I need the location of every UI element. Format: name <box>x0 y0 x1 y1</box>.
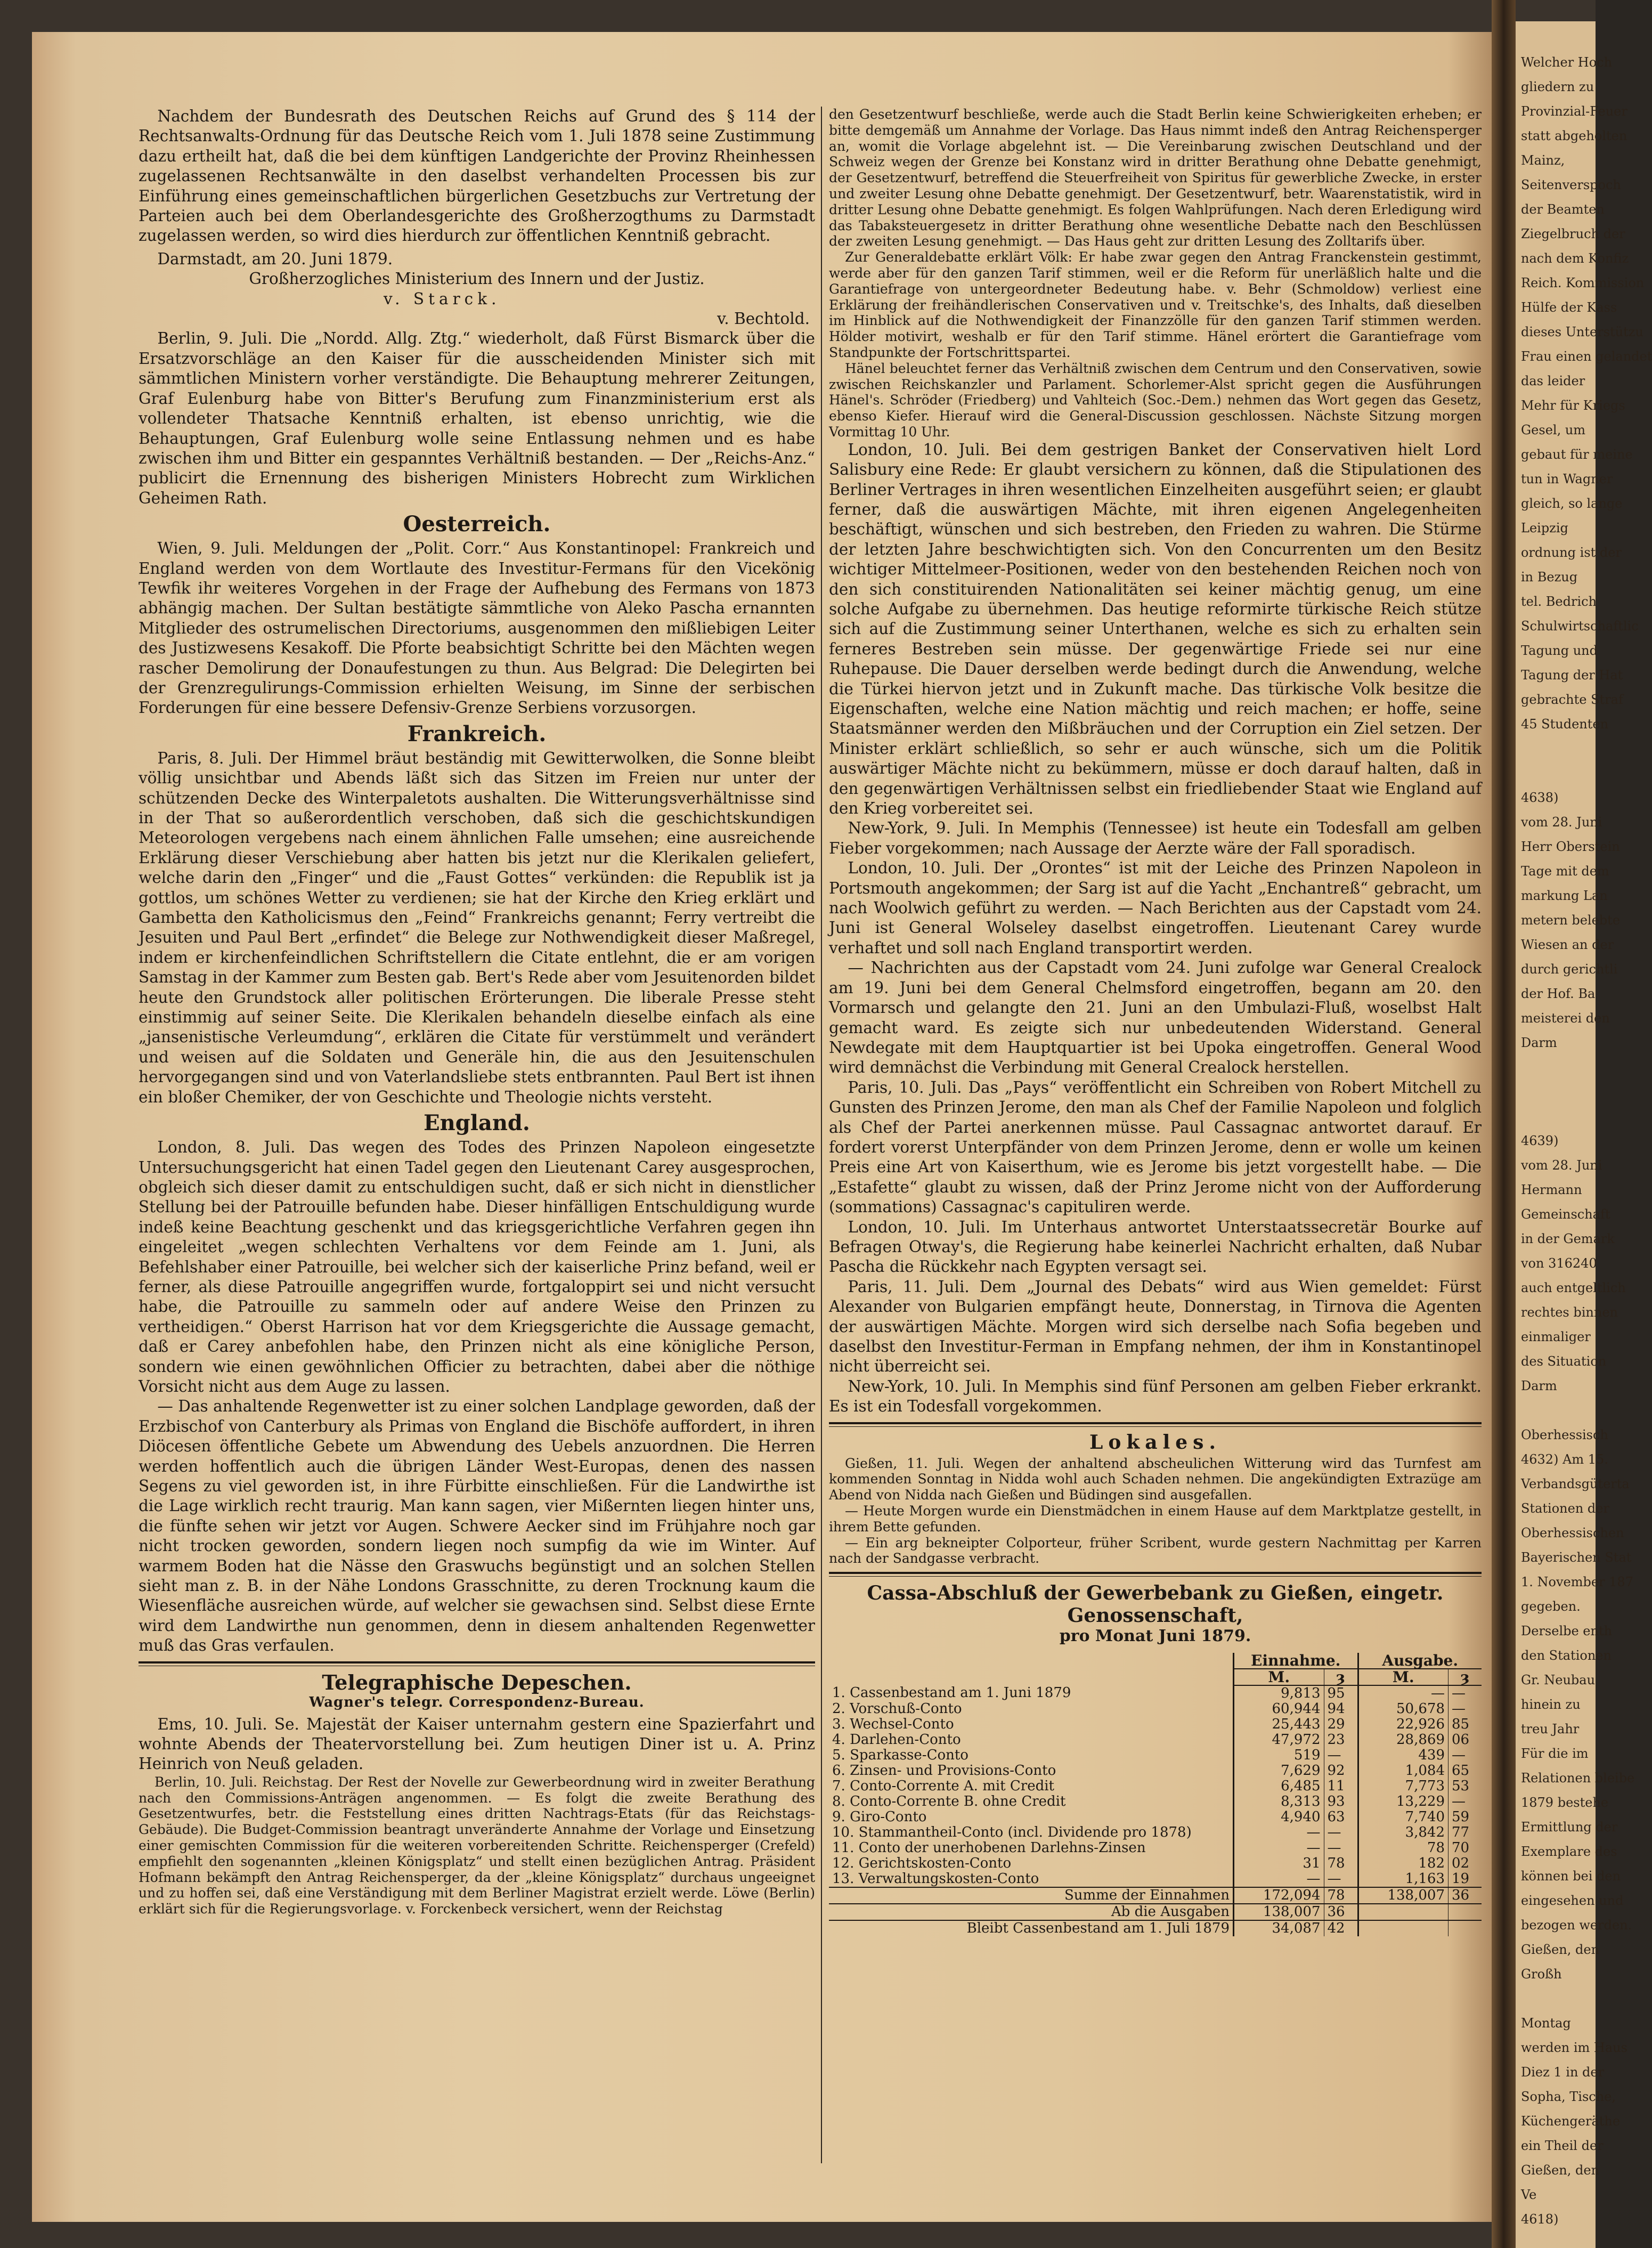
adjacent-page-line: Herr Oberstein <box>1521 839 1620 854</box>
header-pfennig: ȝ <box>1448 1669 1482 1685</box>
section-heading-oesterreich: Oesterreich. <box>403 512 551 537</box>
expense-mark: 1,084 <box>1358 1763 1448 1779</box>
header-ausgabe: Ausgabe. <box>1358 1653 1482 1669</box>
adjacent-page-line: Für die im <box>1521 1746 1589 1761</box>
column-divider <box>821 107 822 2163</box>
adjacent-page-line: Hülfe der Kass <box>1521 300 1617 315</box>
adjacent-page-line: Relationen bleibe <box>1521 1771 1635 1786</box>
table-row <box>829 1825 1482 1840</box>
expense-mark: 22,926 <box>1358 1717 1448 1732</box>
income-pfennig: — <box>1324 1871 1358 1887</box>
adjacent-page-line: Küchengeräthe <box>1521 2114 1621 2129</box>
income-mark: 7,629 <box>1234 1763 1324 1779</box>
adjacent-page-line: werden im Haus <box>1521 2040 1627 2055</box>
income-mark: — <box>1234 1825 1324 1840</box>
table-row <box>829 1871 1482 1887</box>
adjacent-page-line: gebaut für meine <box>1521 447 1633 462</box>
adjacent-page-line: Darm <box>1521 1035 1557 1050</box>
expense-mark: 182 <box>1358 1856 1448 1871</box>
table-row <box>829 1763 1482 1779</box>
income-pfennig: 42 <box>1324 1920 1358 1936</box>
expense-mark: 439 <box>1358 1748 1448 1763</box>
adjacent-page-line: markung Lan <box>1521 888 1608 903</box>
expense-mark: 7,740 <box>1358 1809 1448 1825</box>
adjacent-page-line: Ziegelbruch der <box>1521 226 1625 241</box>
income-pfennig: 63 <box>1324 1809 1358 1825</box>
adjacent-page-line: 1. November 187 <box>1521 1575 1633 1589</box>
adjacent-page-line: Tage mit dem <box>1521 864 1609 879</box>
adjacent-page-line: vom 28. Juni <box>1521 1158 1602 1173</box>
adjacent-page-line: Gießen, den <box>1521 2163 1600 2178</box>
kasse-title: Cassa-Abschluß der Gewerbebank zu Gießen, eingetr. Genossenschaft, <box>867 1582 1444 1627</box>
table-row <box>829 1685 1482 1701</box>
decree-text: Nachdem der Bundesrath des Deutschen Reichs auf Grund des § 114 der Rechtsanwalts-Ordnung für das Deutsche Reich vom 1. Juli 1878 seine Zustimmung dazu ertheilt hat, daß die bei dem künftigen Landgerichte der Provinz Rheinhessen zugelassenen Rechtsanwälte in den daselbst verhandelten Processen bis zur Einführung eines gemeinschaftlichen bürgerlichen Gesetzbuchs zur Vertretung der Parteien auch bei dem Oberlandesgerichte des Großherzogthums zu Darmstadt zugelassen werden, so wird dies hierdurch zur öffentlichen Kenntniß gebracht. <box>139 107 815 245</box>
expense-pfennig: — <box>1448 1701 1482 1717</box>
table-row <box>829 1809 1482 1825</box>
telegrams-heading: Telegraphische Depeschen. <box>322 1670 632 1694</box>
expense-mark: 3,842 <box>1358 1825 1448 1840</box>
table-row <box>829 1794 1482 1809</box>
expense-pfennig: 02 <box>1448 1856 1482 1871</box>
adjacent-page-line: meisterei den <box>1521 1011 1610 1026</box>
expense-mark: 78 <box>1358 1840 1448 1856</box>
expense-mark: 50,678 <box>1358 1701 1448 1717</box>
adjacent-page-line: rechtes binnen <box>1521 1305 1618 1320</box>
adjacent-page-line: Leipzig <box>1521 521 1568 535</box>
income-mark: — <box>1234 1840 1324 1856</box>
adjacent-page-line: nach dem Konfiz <box>1521 251 1629 266</box>
expense-mark: 138,007 <box>1358 1887 1448 1904</box>
adjacent-page-line: statt abgeholten <box>1521 128 1627 143</box>
expense-pfennig: 19 <box>1448 1871 1482 1887</box>
income-mark: 138,007 <box>1234 1904 1324 1920</box>
adjacent-page-line: Mehr für Kriegs <box>1521 398 1625 413</box>
row-label: 7. Conto-Corrente A. mit Credit <box>832 1778 1054 1795</box>
expense-pfennig: — <box>1448 1748 1482 1763</box>
adjacent-page-line: Ve <box>1521 2187 1537 2202</box>
row-label: 3. Wechsel-Conto <box>832 1716 954 1733</box>
income-pfennig: 23 <box>1324 1732 1358 1748</box>
decree-signature-1: v. Starck. <box>384 289 501 308</box>
row-label: 4. Darlehen-Conto <box>832 1732 961 1748</box>
income-mark: 6,485 <box>1234 1779 1324 1794</box>
adjacent-page-line: hinein zu <box>1521 1697 1581 1712</box>
section-heading-england: England. <box>424 1110 530 1136</box>
adjacent-page-line: Bayerischen Stat <box>1521 1550 1632 1565</box>
telegram-london-salisbury: London, 10. Juli. Bei dem gestrigen Banket der Conservativen hielt Lord Salisbury eine Rede: Er glaubt versichern zu können, daß die Stipulationen des Berliner Vertrages in ihren wesentlichen Einzelheiten ausgeführt seien; er glaubt ferner, daß die auswärtigen Mächte, mit ihren eigenen Angelegenheiten beschäftigt, wünschen und sich bestreben, den Frieden zu wahren. Die Stürme der letzten Jahre beschwichtigten sich. Von den Concurrenten um den Besitz wichtiger Mittelmeer-Positionen, weder von den bestehenden Reichen noch von den sich constituirenden Nationalitäten sei keiner mächtig genug, um eine solche Aufgabe zu übernehmen. Das heutige reformirte türkische Reich stütze sich auf die Zustimmung seiner Unterthanen, welche es sich zu erhalten sein ferneres Bestreben sein müsse. Der gegenwärtige Friede sei nur eine Ruhepause. Die Dauer derselben werde bedingt durch die Anwendung, welche die Türkei hiervon jetzt und in Zukunft mache. Das türkische Volk besitze die Eigenschaften, welche eine Nation mächtig und reich machen; er hoffe, seine Staatsmänner werden den Mißbräuchen und der Corruption ein Ziel setzen. Der Minister erklärt schließlich, so sehr er auch wünsche, sich um die Politik auswärtiger Mächte nicht zu bekümmern, müsse er doch darauf halten, daß in den gegenwärtigen Verhältnissen selbst ein friedliebender Staat wie England auf den Krieg vorbereitet sei. <box>829 440 1482 818</box>
cash-statement-body <box>829 1685 1482 1936</box>
adjacent-page-line: gliedern zu <box>1521 79 1594 94</box>
adjacent-page-line: tel. Bedrich <box>1521 594 1597 609</box>
income-mark: 25,443 <box>1234 1717 1324 1732</box>
adjacent-page-line: gleich, so lange <box>1521 496 1623 511</box>
expense-mark: 13,229 <box>1358 1794 1448 1809</box>
row-label: Summe der Einnahmen <box>829 1887 1234 1904</box>
adjacent-page-line: 4638) <box>1521 790 1559 805</box>
section-divider <box>139 1661 815 1666</box>
telegram-newyork-10: New-York, 10. Juli. In Memphis sind fünf Personen am gelben Fieber erkrankt. Es ist ein Todesfall vorgekommen. <box>829 1377 1482 1416</box>
kasse-subtitle: pro Monat Juni 1879. <box>1059 1627 1251 1646</box>
adjacent-page-line: der Hof. Ba <box>1521 986 1596 1001</box>
adjacent-page-line: in Bezug <box>1521 570 1578 585</box>
row-label: Ab die Ausgaben <box>829 1904 1234 1920</box>
income-pfennig: 92 <box>1324 1763 1358 1779</box>
expense-mark: 1,163 <box>1358 1871 1448 1887</box>
adjacent-page-line: können bei den <box>1521 1869 1621 1884</box>
row-label: 9. Giro-Conto <box>832 1809 927 1825</box>
income-pfennig: 78 <box>1324 1856 1358 1871</box>
row-label: Bleibt Cassenbestand am 1. Juli 1879 <box>829 1920 1234 1936</box>
header-pfennig: ȝ <box>1324 1669 1358 1685</box>
article-berlin: Berlin, 9. Juli. Die „Nordd. Allg. Ztg.“ wiederholt, daß Fürst Bismarck über die Ersatzvorschläge an den Kaiser für die ausscheidenden Minister sich mit sämmtlichen Ministern vorher verständigte. Die Behauptung mehrerer Zeitungen, Graf Eulenburg habe von Bitter's Berufung zum Finanzministerium erst als vollendeter Thatsache Kenntniß erhalten, ist ebenso unrichtig, wie die Behauptungen, Graf Eulenburg wolle seine Entlassung nehmen und es habe zwischen ihm und Bitter ein gespanntes Verhältniß bestanden. — Der „Reichs-Anz.“ publicirt die Ernennung des bisherigen Ministers Hobrecht zum Wirklichen Geheimen Rath. <box>139 329 815 507</box>
adjacent-page-line: Gießen, den <box>1521 1942 1600 1957</box>
income-mark: — <box>1234 1871 1324 1887</box>
income-pfennig: 29 <box>1324 1717 1358 1732</box>
income-pfennig: 78 <box>1324 1887 1358 1904</box>
row-label: 8. Conto-Corrente B. ohne Credit <box>832 1793 1066 1810</box>
table-row <box>829 1717 1482 1732</box>
expense-pfennig: 06 <box>1448 1732 1482 1748</box>
income-mark: 519 <box>1234 1748 1324 1763</box>
adjacent-page-line: Derselbe enth <box>1521 1624 1613 1638</box>
telegram-newyork-9: New-York, 9. Juli. In Memphis (Tennessee) ist heute ein Todesfall am gelben Fieber vorgekommen; nach Aussage der Aerzte wäre der Fall sporadisch. <box>829 819 1482 857</box>
row-label: 12. Gerichtskosten-Conto <box>832 1855 1012 1872</box>
header-einnahme: Einnahme. <box>1234 1653 1358 1669</box>
header-mark: M. <box>1358 1669 1448 1685</box>
table-row <box>829 1701 1482 1717</box>
expense-pfennig: 70 <box>1448 1840 1482 1856</box>
telegram-london-unterhaus: London, 10. Juli. Im Unterhaus antwortet Unterstaatssecretär Bourke auf Befragen Otway's, die Regierung habe keinerlei Nachricht erhalten, daß Nubar Pascha die Rückkehr nach Egypten versagt sei. <box>829 1218 1482 1276</box>
table-row <box>829 1748 1482 1763</box>
adjacent-page-line: Stationen der <box>1521 1501 1609 1516</box>
row-label: 13. Verwaltungskosten-Conto <box>832 1871 1039 1887</box>
adjacent-page-line: in der Gemark <box>1521 1231 1615 1246</box>
income-pfennig: 11 <box>1324 1779 1358 1794</box>
telegram-berlin-reichstag: Berlin, 10. Juli. Reichstag. Der Rest der Novelle zur Gewerbeordnung wird in zweiter Berathung nach den Commissions-Anträgen angenommen. — Es folgt die zweite Berathung des Gesetzentwurfes, betr. die Feststellung eines dritten Nachtrags-Etats (für das Reichstags-Gebäude). Die Budget-Commission beantragt unveränderte Annahme der Vorlage und Einsetzung einer gemischten Commission für die weiteren vorbereitenden Schritte. Reichensperger (Crefeld) empfiehlt den sogenannten „kleinen Königsplatz“ und stellt einen bezüglichen Antrag. Präsident Hofmann bekämpft den Antrag Reichensperger, da der „kleine Königsplatz“ durchaus ungeeignet und zu hoffen sei, daß eine Verständigung mit dem Berliner Magistrat erzielt werde. Löwe (Berlin) erklärt sich für die Regierungsvorlage. v. Forckenbeck versichert, wenn der Reichstag <box>139 1774 815 1917</box>
decree-ministry: Großherzogliches Ministerium des Innern und der Justiz. <box>249 270 705 288</box>
adjacent-page-line: metern belebte <box>1521 913 1621 928</box>
expense-pfennig: — <box>1448 1794 1482 1809</box>
article-london-rain: — Das anhaltende Regenwetter ist zu einer solchen Landplage geworden, daß der Erzbischof von Canterbury als Primas von England die Bischöfe auffordert, in ihren Diöcesen öffentliche Gebete um Abwendung des Uebels anzuordnen. Die Herren werden hoffentlich auch die übrigen Länder West-Europas, denen des nassen Segens zu viel geworden ist, in ihre Fürbitte einschließen. Für die Landwirthe ist die Lage wirklich recht traurig. Man kann sagen, vier Mißernten liegen hinter uns, die fünfte sehen wir jetzt vor Augen. Schwere Aecker sind im Frühjahre noch gar nicht trocken geworden, sondern liegen noch sumpfig da wie im Winter. Auf warmem Boden hat die Nässe den Graswuchs begünstigt und an solchen Stellen sieht man z. B. in der Nähe Londons Grasschnitte, zu deren Trocknung kaum die Wiesenfläche ausreichen würde, auf welcher sie gewachsen sind. Selbst diese Ernte wird dem Landwirthe nun genommen, denn in diesem anhaltenden Regenwetter muß das Gras verfaulen. <box>139 1397 815 1655</box>
adjacent-page-line: Welcher Hoch <box>1521 55 1613 70</box>
expense-mark <box>1358 1920 1448 1936</box>
telegrams-subheading: Wagner's telegr. Correspondenz-Bureau. <box>309 1694 645 1710</box>
adjacent-page-line: Exemplare des <box>1521 1844 1617 1859</box>
expense-mark: — <box>1358 1685 1448 1701</box>
expense-pfennig: — <box>1448 1685 1482 1701</box>
table-row-sum <box>829 1887 1482 1904</box>
adjacent-page-line: Seitenverspoch <box>1521 177 1621 192</box>
income-mark: 8,313 <box>1234 1794 1324 1809</box>
adjacent-page-line: Frau einen gelandet <box>1521 349 1652 364</box>
row-label: 6. Zinsen- und Provisions-Conto <box>832 1763 1056 1779</box>
income-pfennig: 36 <box>1324 1904 1358 1920</box>
adjacent-page-line: Provinzial-Feuer <box>1521 104 1627 119</box>
telegram-london-capstadt: — Nachrichten aus der Capstadt vom 24. Juni zufolge war General Crealock am 19. Juni bei dem General Chelmsford eingetroffen, begann am 20. den Vormarsch und gelangte den 21. Juni an den Umbulazi-Fluß, woselbst Halt gemacht ward. Es zeigte sich nur unbedeutenden Widerstand. General Newdegate mit dem Hauptquartier ist bei Upoka eingetroffen. General Wood wird demnächst die Verbindung mit General Crealock herstellen. <box>829 959 1482 1077</box>
row-label: 2. Vorschuß-Conto <box>832 1701 962 1717</box>
adjacent-page-line: gegeben. <box>1521 1599 1581 1614</box>
expense-pfennig: 85 <box>1448 1717 1482 1732</box>
book-gutter <box>1492 0 1516 2248</box>
income-pfennig: — <box>1324 1748 1358 1763</box>
adjacent-page-line: des Situation <box>1521 1354 1607 1369</box>
adjacent-page-line: dieses Unterstützu <box>1521 324 1643 339</box>
adjacent-page-line: Montag <box>1521 2016 1571 2031</box>
adjacent-page-line: vom 28. Juni <box>1521 815 1602 830</box>
expense-mark: 7,773 <box>1358 1779 1448 1794</box>
adjacent-page-line: Oberhessischen <box>1521 1525 1624 1540</box>
adjacent-page-line: ein Theil der <box>1521 2138 1604 2153</box>
adjacent-page-line: Verbandsgüterta <box>1521 1476 1630 1491</box>
expense-pfennig: 77 <box>1448 1825 1482 1840</box>
adjacent-page-line: gebrachte Straf <box>1521 692 1623 707</box>
income-pfennig: 93 <box>1324 1794 1358 1809</box>
lokales-colporteur: — Ein arg bekneipter Colporteur, früher Scribent, wurde gestern Nachmittag per Karren nach der Sandgasse verbracht. <box>829 1535 1482 1567</box>
adjacent-page-strip <box>1516 21 1652 2248</box>
adjacent-page-line: Gemeinschaft <box>1521 1207 1610 1222</box>
newspaper-page <box>32 32 1492 2222</box>
telegram-london-orontes: London, 10. Juli. Der „Orontes“ ist mit der Leiche des Prinzen Napoleon in Portsmouth angekommen; der Sarg ist auf die Yacht „Enchantreß“ gebracht, um nach Woolwich geführt zu werden. — Nach Berichten aus der Capstadt vom 24. Juni ist General Wolseley daselbst eingetroffen. Lieutenant Carey wurde verhaftet und soll nach England transportirt werden. <box>829 859 1482 957</box>
telegram-paris-pays: Paris, 10. Juli. Das „Pays“ veröffentlicht ein Schreiben von Robert Mitchell zu Gunsten des Prinzen Jerome, den man als Chef der Familie Napoleon und folglich als Chef der Partei anerkennen müsse. Paul Cassagnac antwortet darauf. Er fordert vorerst Unterpfänder von dem Prinzen Jerome, denn er wolle um keinen Preis eine Art von Kaiserthum, wie es Jerome bis jetzt vorgestellt habe. — Die „Estafette“ glaubt zu wissen, daß der Prinz Jerome nicht von der Aufforderung (sommations) Cassagnac's capituliren werde. <box>829 1078 1482 1216</box>
adjacent-page-line: 45 Studenten <box>1521 717 1609 732</box>
adjacent-page-line: tun in Wagner <box>1521 472 1613 486</box>
adjacent-page-line: Sopha, Tische, <box>1521 2089 1616 2104</box>
article-paris: Paris, 8. Juli. Der Himmel bräut beständig mit Gewitterwolken, die Sonne bleibt völlig unsichtbar und Abends läßt sich das Sitzen im Freien nur unter der schützenden Decke des Winterpaletots aushalten. Die Witterungsverhältnisse sind in der That so außerordentlich verschoben, daß sich die geschichtskundigen Meteorologen vergebens nach einem ähnlichen Falle umsehen; eine ausreichende Erklärung dieser Verschiebung aber hatten bis jetzt nur die Klerikalen geliefert, welche darin den „Finger“ und die „Faust Gottes“ verkünden: die Republik ist ja gottlos, um schönes Wetter zu verdienen; sie hat der Kirche den Krieg erklärt und Gambetta den Katholicismus den „Feind“ Frankreichs genannt; Ferry vertreibt die Jesuiten und Paul Bert „erfindet“ die Belege zur Nothwendigkeit dieser Maßregel, indem er kirchenfeindlichen Schriftstellern die Citate entlehnt, die er am vorigen Samstag in der Kammer zum Besten gab. Bert's Rede aber vom Jesuitenorden bildet heute den Grundstock aller politischen Erörterungen. Die liberale Presse steht einstimmig auf seiner Seite. Die Klerikalen behandeln dieselbe einfach als eine „jansenistische Verleumdung“, erklären die Citate für verstümmelt und verändert und weisen auf die Soldaten und Generäle hin, die aus den Jesuitenschulen hervorgegangen sind und von Vaterlandsliebe stets entbrannten. Paul Bert ist ihnen ein bloßer Chemiker, der von Geschichte und Theologie nichts versteht. <box>139 749 815 1106</box>
adjacent-page-line: 4618) <box>1521 2212 1559 2227</box>
telegram-paris-debats: Paris, 11. Juli. Dem „Journal des Debats“ wird aus Wien gemeldet: Fürst Alexander von Bulgarien empfängt heute, Donnerstag, in Tirnova die Agenten der auswärtigen Mächte. Morgen wird sich derselbe nach Sofia begeben und daselbst den Investitur-Ferman in Empfang nehmen, der ihm in Konstantinopel nicht überreicht sei. <box>829 1277 1482 1376</box>
expense-pfennig: 59 <box>1448 1809 1482 1825</box>
income-pfennig: — <box>1324 1825 1358 1840</box>
table-row <box>829 1732 1482 1748</box>
income-pfennig: 94 <box>1324 1701 1358 1717</box>
adjacent-page-line: durch gerichtli <box>1521 962 1618 977</box>
decree-signature-2: v. Bechtold. <box>717 310 810 328</box>
adjacent-page-line: Wiesen an der <box>1521 937 1614 952</box>
table-row-rest <box>829 1920 1482 1936</box>
adjacent-page-line: Reich. Kommission <box>1521 275 1645 290</box>
adjacent-page-line: treu Jahr <box>1521 1722 1580 1736</box>
adjacent-page-line: Großh <box>1521 1967 1562 1982</box>
telegram-haenel: Hänel beleuchtet ferner das Verhältniß zwischen dem Centrum und den Conservativen, sowie zwischen Reichskanzler und Parlament. Schorlemer-Alst spricht gegen die Ausführungen Hänel's. Schröder (Friedberg) und Vahlteich (Soc.-Dem.) nehmen das Wort gegen das Gesetz, ebenso Kiefer. Hierauf wird die General-Discussion geschlossen. Nächste Sitzung morgen Vormittag 10 Uhr. <box>829 360 1482 440</box>
row-label: 10. Stammantheil-Conto (incl. Dividende pro 1878) <box>832 1824 1192 1841</box>
section-heading-frankreich: Frankreich. <box>407 721 547 746</box>
income-mark: 9,813 <box>1234 1685 1324 1701</box>
expense-pfennig <box>1448 1920 1482 1936</box>
adjacent-page-line: Gr. Neubau <box>1521 1673 1596 1687</box>
lokales-heading: Lokales. <box>1089 1431 1221 1454</box>
lokales-divider <box>829 1422 1482 1427</box>
adjacent-page-line: 4639) <box>1521 1133 1559 1148</box>
adjacent-page-line: Ermittlung der <box>1521 1820 1618 1835</box>
expense-pfennig <box>1448 1904 1482 1920</box>
adjacent-page-line: einmaliger <box>1521 1329 1591 1344</box>
adjacent-page-line: bezogen werden. <box>1521 1918 1632 1933</box>
telegram-ems: Ems, 10. Juli. Se. Majestät der Kaiser unternahm gestern eine Spazierfahrt und wohnte Abends der Theatervorstellung bei. Zum heutigen Diner ist u. A. Prinz Heinrich von Neuß geladen. <box>139 1715 815 1773</box>
adjacent-page-line: Diez 1 in der <box>1521 2065 1605 2080</box>
adjacent-page-line: von 316240 <box>1521 1256 1597 1271</box>
income-mark: 31 <box>1234 1856 1324 1871</box>
adjacent-page-line: Tagung der Hat <box>1521 668 1623 683</box>
expense-pfennig: 65 <box>1448 1763 1482 1779</box>
adjacent-page-line: Oberhessisch <box>1521 1427 1608 1442</box>
adjacent-page-line: 4632) Am 15. <box>1521 1452 1608 1467</box>
table-row <box>829 1779 1482 1794</box>
expense-mark <box>1358 1904 1448 1920</box>
lokales-giessen: Gießen, 11. Juli. Wegen der anhaltend abscheulichen Witterung wird das Turnfest am kommenden Sonntag in Nidda wohl auch Schaden nehmen. Die angekündigten Extrazüge am Abend von Nidda nach Gießen und Büdingen sind ausgefallen. <box>829 1455 1482 1503</box>
income-mark: 172,094 <box>1234 1887 1324 1904</box>
table-row <box>829 1856 1482 1871</box>
adjacent-page-line: Gesel, um <box>1521 423 1586 437</box>
telegram-zolltarif: Zur Generaldebatte erklärt Völk: Er habe zwar gegen den Antrag Franckenstein gestimmt, werde aber für den ganzen Tarif stimmen, weil er die Reform für unerläßlich halte und die Garantiefrage von untergeordneter Bedeutung habe. v. Behr (Schmoldow) verliest eine Erklärung der freihändlerischen Conservativen und v. Treitschke's, des Inhalts, daß dieselben im Hinblick auf die Nothwendigkeit der Finanzzölle für den ganzen Tarif stimmen werden. Hölder motivirt, weshalb er für den Tarif stimme. Hänel erörtert die Garantiefrage vom Standpunkte der Fortschrittspartei. <box>829 249 1482 360</box>
kasse-divider <box>829 1572 1482 1577</box>
adjacent-page-line: eingesehen und <box>1521 1893 1624 1908</box>
table-row-ab <box>829 1904 1482 1920</box>
adjacent-page-line: Mainz, <box>1521 153 1565 168</box>
adjacent-page-line: den Stationen <box>1521 1648 1612 1663</box>
article-london: London, 8. Juli. Das wegen des Todes des Prinzen Napoleon eingesetzte Untersuchungsgericht hat einen Tadel gegen den Lieutenant Carey ausgesprochen, obgleich sich dieser damit zu entschuldigen sucht, daß er sich nicht in dienstlicher Stellung bei der Patrouille befunden habe. Dieser hinfälligen Entschuldigung wurde indeß keine Beachtung geschenkt und das kriegsgerichtliche Verfahren gegen ihn eingeleitet „wegen schlechten Verhaltens vor dem Feinde am 1. Juni, als Befehlshaber einer Patrouille, bei welcher sich der kaiserliche Prinz befand, weil er ferner, als diese Patrouille angegriffen wurde, fortgaloppirt sei und nicht versucht habe, die Patrouille zu sammeln oder auf andere Weise den Prinzen zu vertheidigen.“ Oberst Harrison hat vor dem Kriegsgerichte die Aussage gemacht, daß er Carey anbefohlen habe, den Prinzen nicht als eine königliche Person, sondern wie einen gewöhnlichen Officier zu betrachten, dabei aber die nöthige Vorsicht nicht aus dem Auge zu lassen. <box>139 1138 815 1395</box>
decree-date: Darmstadt, am 20. Juni 1879. <box>157 249 393 268</box>
adjacent-page-line: der Beamten <box>1521 202 1605 217</box>
income-mark: 60,944 <box>1234 1701 1324 1717</box>
cash-statement-table <box>829 1653 1482 1936</box>
row-label: 5. Sparkasse-Conto <box>832 1747 969 1764</box>
article-wien: Wien, 9. Juli. Meldungen der „Polit. Corr.“ Aus Konstantinopel: Frankreich und England werden von dem Wortlaute des Investitur-Fermans für den Vicekönig Tewfik ihr weiteres Vorgehen in der Frage der Aufhebung des Fermans von 1873 abhängig machen. Der Sultan bestätigte sämmtliche von Aleko Pascha ernannten Mitglieder des ostrumelischen Directoriums, ausgenommen den mißliebigen Leiter des Justizwesens Kesakoff. Die Pforte beabsichtigt Schritte bei den Mächten wegen rascher Demolirung der Donaufestungen zu thun. Aus Belgrad: Die Delegirten bei der Grenzregulirungs-Commission erhielten Weisung, im Sinne der serbischen Forderungen für eine bessere Defensiv-Grenze Serbiens vorzusorgen. <box>139 539 815 717</box>
middle-column <box>829 107 1482 1936</box>
lokales-dienstmaedchen: — Heute Morgen wurde ein Dienstmädchen in einem Hause auf dem Marktplatze gestellt, in ihrem Bette gefunden. <box>829 1503 1482 1535</box>
row-label: 11. Conto der unerhobenen Darlehns-Zinsen <box>832 1840 1146 1856</box>
expense-mark: 28,869 <box>1358 1732 1448 1748</box>
adjacent-page-line: Schulwirtschaftlic <box>1521 619 1639 634</box>
income-pfennig: 95 <box>1324 1685 1358 1701</box>
adjacent-page-line: ordnung ist der <box>1521 545 1622 560</box>
adjacent-page-line: Darm <box>1521 1378 1557 1393</box>
left-column <box>139 107 815 1917</box>
telegram-berlin-cont: den Gesetzentwurf beschließe, werde auch die Stadt Berlin keine Schwierigkeiten erheben; er bitte demgemäß um Annahme der Vorlage. Das Haus nimmt indeß den Antrag Reichensperger an, womit die Vorlage abgelehnt ist. — Die Vereinbarung zwischen Deutschland und der Schweiz wegen der Grenze bei Konstanz wird in dritter Berathung ohne Debatte genehmigt, der Gesetzentwurf, betreffend die Steuerfreiheit von Spiritus für gewerbliche Zwecke, in erster und zweiter Lesung ohne Debatte genehmigt. Der Gesetzentwurf, betr. Waarenstatistik, wird in dritter Lesung ohne Debatte genehmigt. Es folgen Wahlprüfungen. Nach deren Erledigung wird das Tabaksteuergesetz in dritter Berathung ohne wesentliche Debatte nach den Beschlüssen der zweiten Lesung genehmigt. — Das Haus geht zur dritten Lesung des Zolltarifs über. <box>829 107 1482 249</box>
adjacent-page-line: 1879 bestehe <box>1521 1795 1609 1810</box>
row-label: 1. Cassenbestand am 1. Juni 1879 <box>832 1685 1071 1701</box>
expense-pfennig: 53 <box>1448 1779 1482 1794</box>
adjacent-page-line: Hermann <box>1521 1182 1582 1197</box>
table-row <box>829 1840 1482 1856</box>
adjacent-page-line: das leider <box>1521 374 1585 388</box>
income-mark: 4,940 <box>1234 1809 1324 1825</box>
adjacent-page-line: Tagung und <box>1521 643 1598 658</box>
income-pfennig: — <box>1324 1840 1358 1856</box>
expense-pfennig: 36 <box>1448 1887 1482 1904</box>
income-mark: 34,087 <box>1234 1920 1324 1936</box>
income-mark: 47,972 <box>1234 1732 1324 1748</box>
adjacent-page-line: auch entgeltlich <box>1521 1280 1626 1295</box>
header-mark: M. <box>1234 1669 1324 1685</box>
